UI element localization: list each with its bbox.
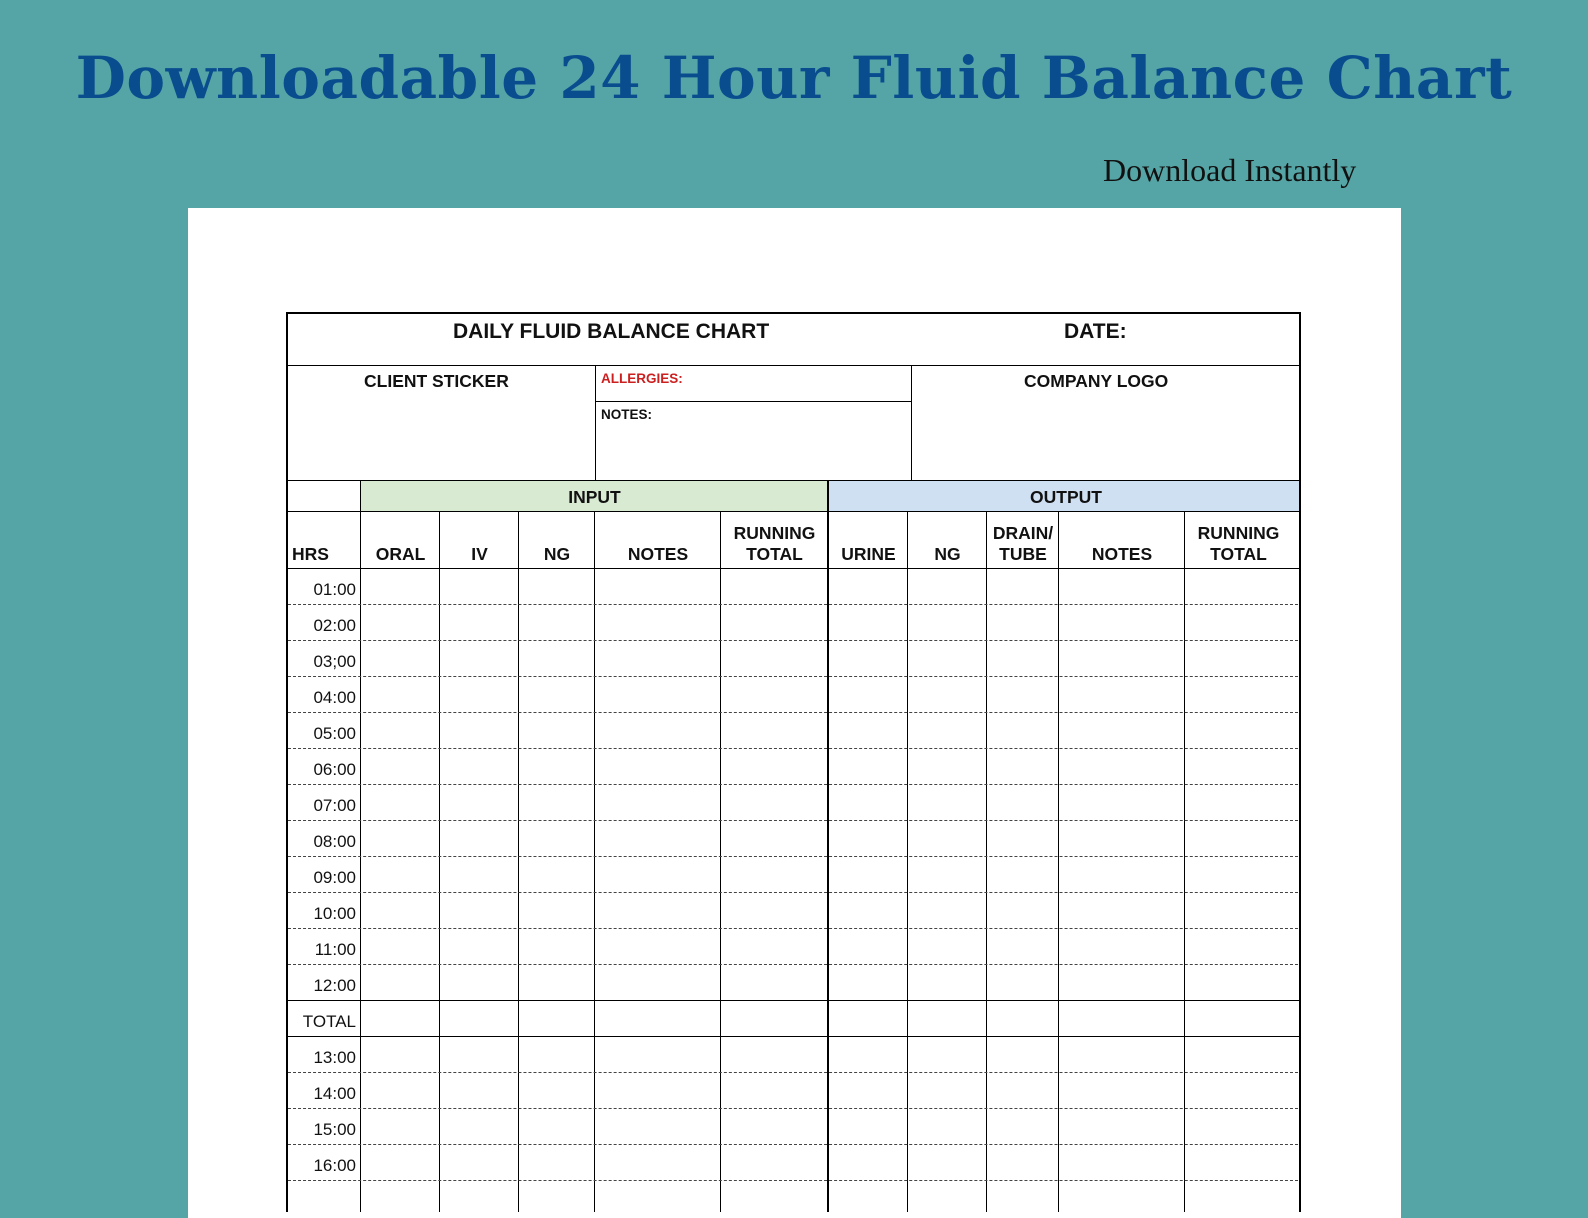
col-notes-input: NOTES: [627, 544, 689, 564]
hour-label: 13:00: [313, 1048, 356, 1067]
banner-title: Downloadable 24 Hour Fluid Balance Chart: [75, 44, 1513, 112]
output-group-header: [829, 481, 1301, 511]
col-running-total-input-line2: TOTAL: [746, 544, 803, 564]
col-running-total-input-line1: RUNNING: [733, 523, 816, 543]
hour-label: 11:00: [314, 940, 356, 959]
table-row: [288, 1108, 1301, 1144]
date-label: DATE:: [1064, 320, 1127, 343]
table-row: [288, 856, 1301, 892]
table-row: [288, 928, 1301, 964]
col-oral: ORAL: [375, 544, 426, 564]
col-running-total-output-line1: RUNNING: [1197, 523, 1280, 543]
table-row: [288, 892, 1301, 928]
hour-label: 15:00: [313, 1120, 356, 1139]
hour-label: 10:00: [313, 904, 356, 923]
hour-label: 16:00: [313, 1156, 356, 1175]
input-group-header: [361, 481, 828, 511]
notes-label: NOTES:: [601, 407, 653, 422]
table-row: [288, 820, 1301, 856]
table-row: [288, 1180, 1301, 1212]
table-row: [288, 1144, 1301, 1180]
hour-label: 02:00: [313, 616, 356, 635]
hour-label: 08:00: [313, 832, 356, 851]
table-row: [288, 748, 1301, 784]
hour-label: TOTAL: [302, 1012, 356, 1031]
col-running-total-output-line2: TOTAL: [1210, 544, 1267, 564]
table-row: [288, 1036, 1301, 1072]
hour-label: 03;00: [313, 652, 356, 671]
col-drain-tube-line1: DRAIN/: [992, 523, 1054, 543]
hour-label: 04:00: [313, 688, 356, 707]
hour-label: 14:00: [313, 1084, 356, 1103]
table-row: [288, 964, 1301, 1000]
col-ng-input: NG: [543, 544, 571, 564]
col-iv: IV: [471, 544, 488, 564]
allergies-label: ALLERGIES:: [601, 371, 683, 386]
table-row: [288, 676, 1301, 712]
total-row: [288, 1000, 1301, 1036]
table-row: [288, 784, 1301, 820]
client-sticker-label: CLIENT STICKER: [364, 371, 509, 391]
table-row: [288, 1072, 1301, 1108]
download-instantly-label: Download Instantly: [1103, 152, 1357, 188]
col-urine: URINE: [841, 544, 896, 564]
hour-label: 12:00: [313, 976, 356, 995]
hour-label: 09:00: [313, 868, 356, 887]
table-row: [288, 604, 1301, 640]
company-logo-label: COMPANY LOGO: [1024, 371, 1169, 391]
hour-label: 06:00: [313, 760, 356, 779]
hour-label: 05:00: [313, 724, 356, 743]
col-drain-tube-line2: TUBE: [999, 544, 1047, 564]
output-group-label: OUTPUT: [1030, 487, 1102, 507]
table-row: [288, 712, 1301, 748]
col-ng-output: NG: [934, 544, 961, 564]
fluid-balance-form: [286, 312, 1301, 1212]
input-group-label: INPUT: [568, 487, 621, 507]
table-row: [288, 568, 1301, 604]
table-row: [288, 640, 1301, 676]
col-hrs: HRS: [292, 544, 329, 564]
hour-label: 07:00: [313, 796, 356, 815]
hour-label: 01:00: [313, 580, 356, 599]
col-notes-output: NOTES: [1091, 544, 1153, 564]
form-title: DAILY FLUID BALANCE CHART: [453, 320, 770, 343]
